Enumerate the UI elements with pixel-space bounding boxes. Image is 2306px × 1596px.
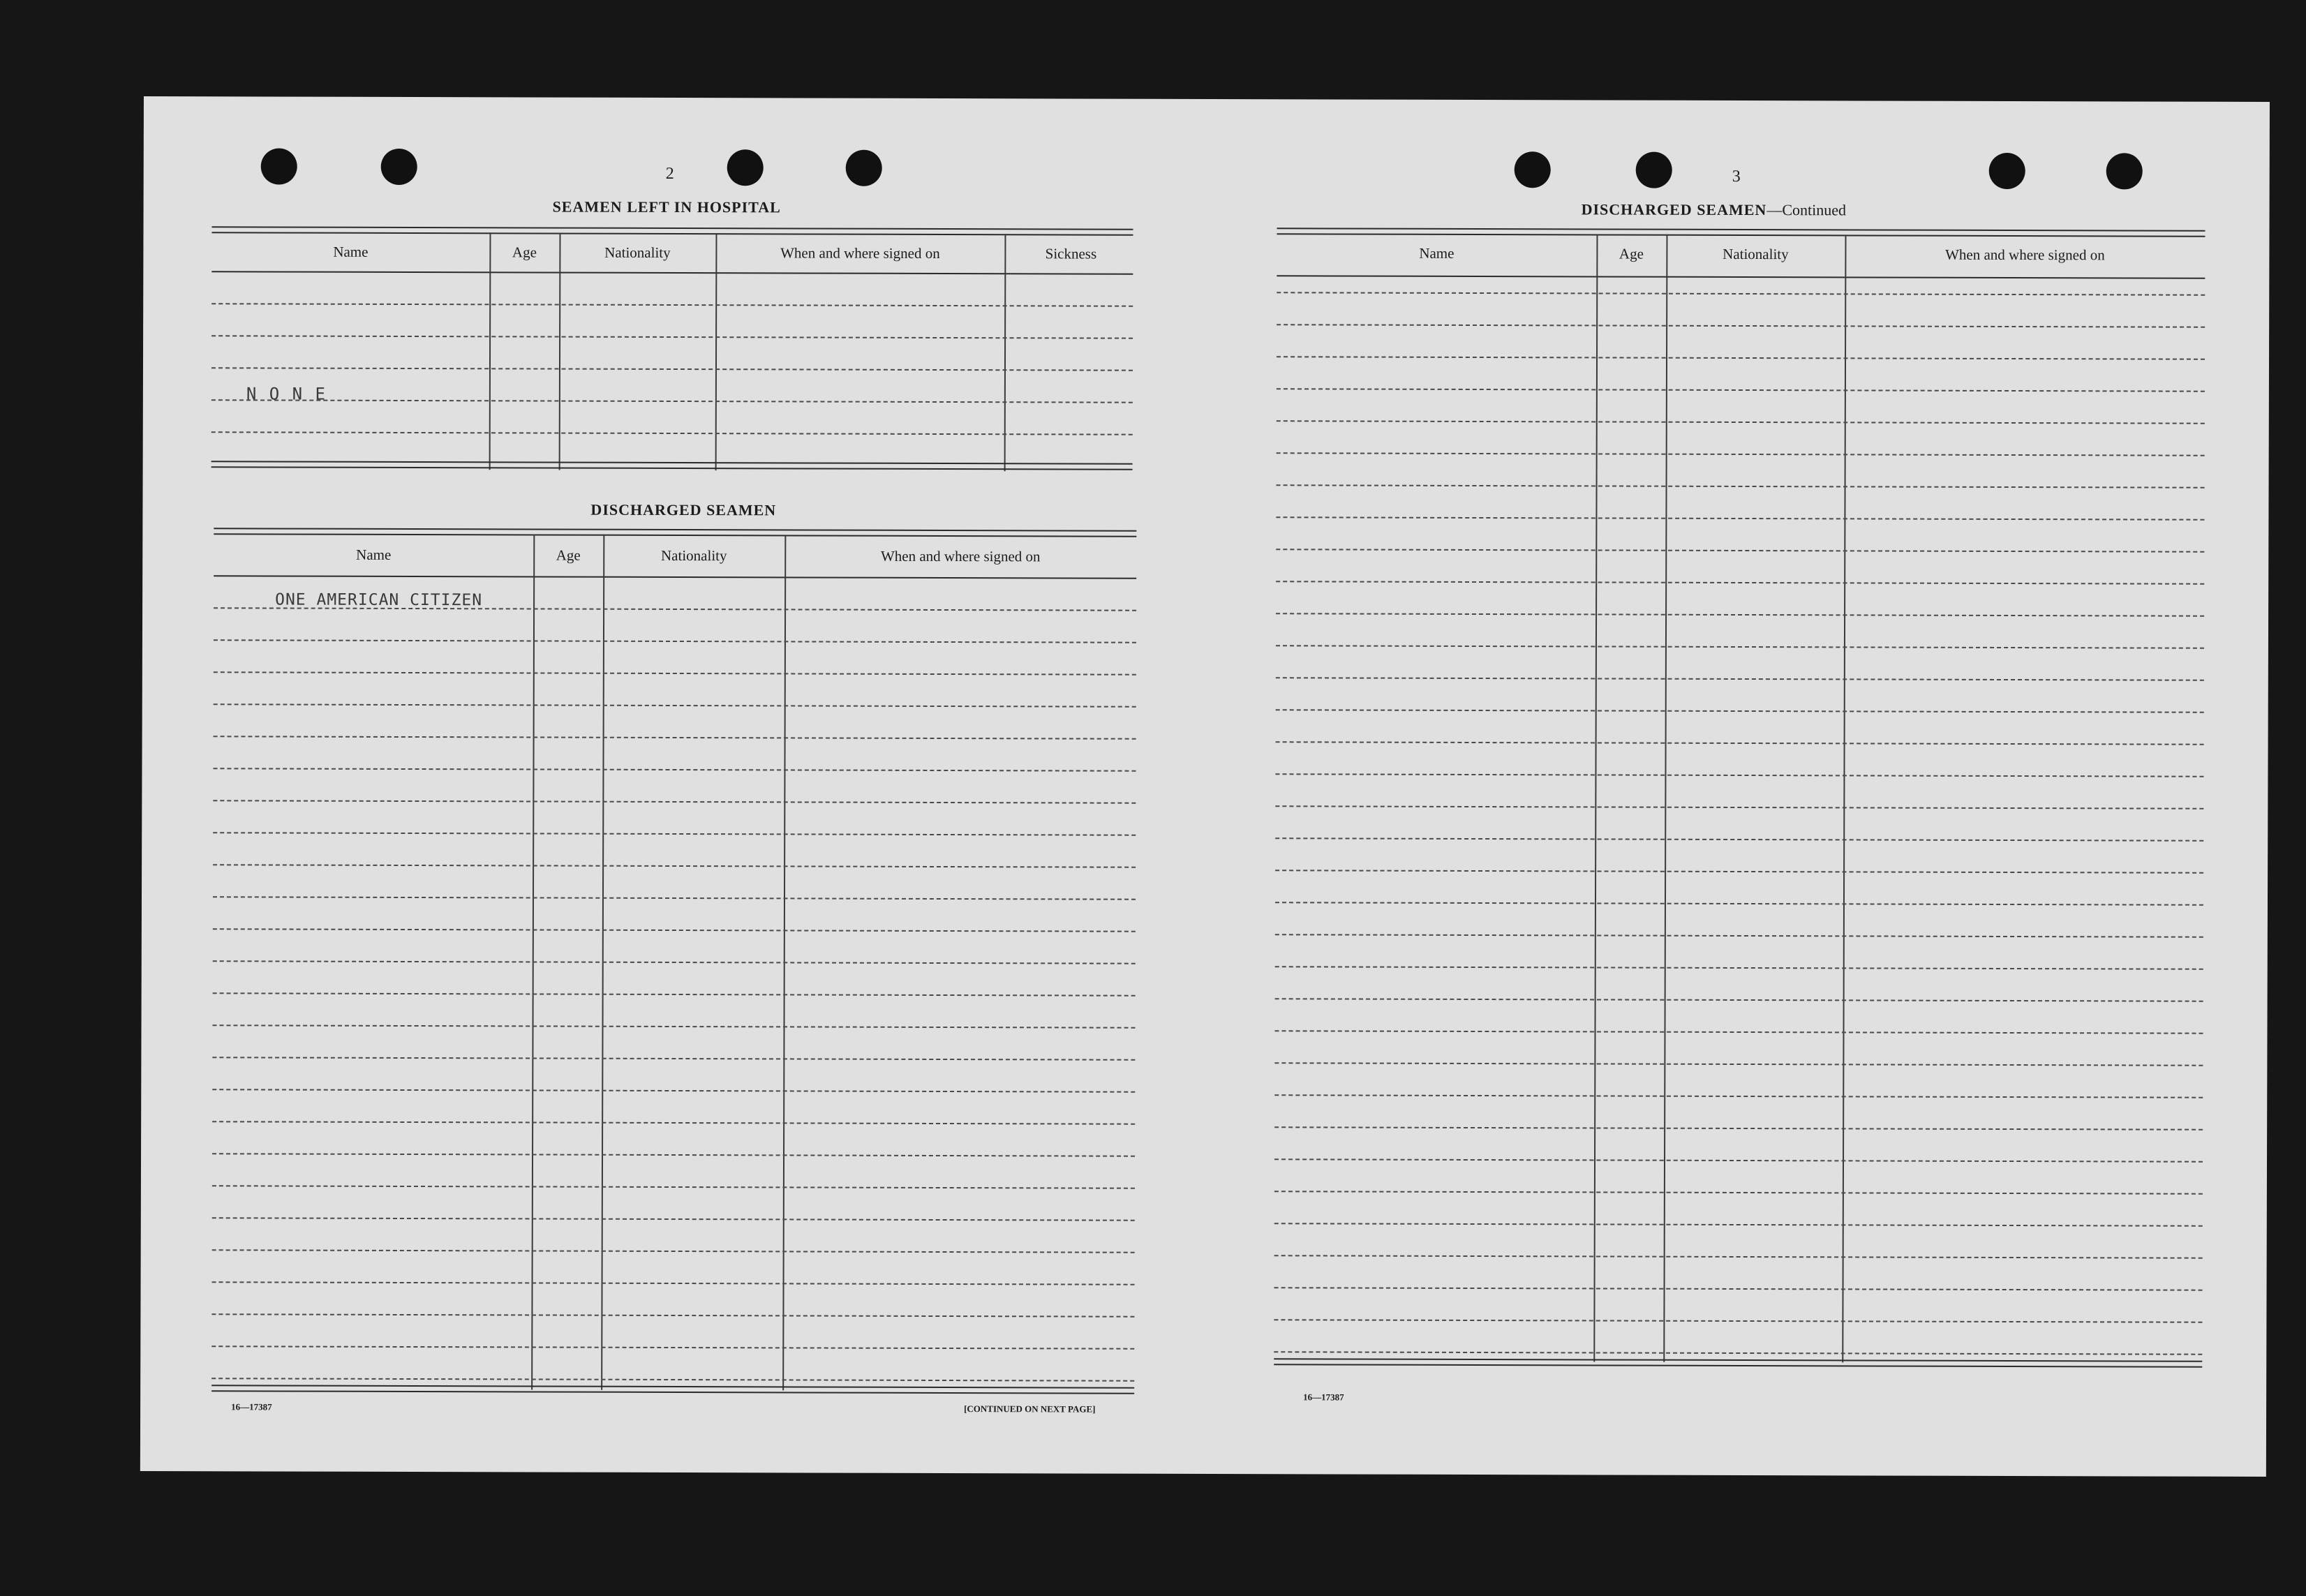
ruled-line [1274, 1126, 2203, 1130]
punch-hole [1515, 151, 1551, 188]
ruled-line [213, 960, 1136, 964]
ruled-line [1276, 645, 2204, 648]
ruled-line [1276, 549, 2204, 552]
ruled-line [1277, 452, 2205, 456]
ruled-line [1274, 1030, 2203, 1034]
ruled-line [1274, 1287, 2203, 1290]
hospital-table [211, 226, 1133, 577]
ruled-line [1274, 1319, 2202, 1322]
form-number: 16—17387 [231, 1401, 272, 1412]
ruled-line [1275, 934, 2203, 937]
ruled-line [1275, 773, 2203, 777]
ruled-line [211, 1345, 1134, 1349]
column-header: Name [356, 546, 392, 563]
column-header: Nationality [604, 244, 671, 261]
ruled-line [212, 1217, 1135, 1221]
ruled-line [212, 1249, 1135, 1253]
column-header: When and where signed on [780, 244, 940, 262]
ruled-line [212, 1057, 1135, 1060]
ruled-line [213, 1024, 1136, 1028]
ruled-line [1277, 292, 2205, 295]
page-number: 3 [1732, 167, 1741, 186]
punch-hole [727, 149, 764, 186]
continued-note: [CONTINUED ON NEXT PAGE] [964, 1403, 1096, 1415]
ruled-line [214, 736, 1136, 739]
ruled-line [1275, 966, 2203, 969]
ruled-line [1275, 837, 2203, 841]
ruled-line [1274, 1158, 2203, 1162]
discharged-continued-title [1582, 200, 1847, 219]
ruled-line [1277, 420, 2205, 424]
ruled-line [1274, 1094, 2203, 1098]
hospital-title: SEAMEN LEFT IN HOSPITAL [552, 197, 781, 216]
punch-hole [1636, 152, 1672, 188]
column-header: Age [512, 244, 537, 261]
hospital-entry: N O N E [246, 384, 327, 404]
column-header: When and where signed on [1945, 246, 2105, 264]
title-main: DISCHARGED SEAMEN [1581, 200, 1767, 219]
discharged-title: DISCHARGED SEAMEN [590, 500, 777, 519]
ruled-line [213, 800, 1136, 803]
column-header: Age [1619, 245, 1644, 262]
column-header: Nationality [660, 546, 727, 565]
ruled-line [1277, 356, 2205, 359]
ruled-line [1277, 388, 2205, 391]
punch-hole [1989, 153, 2025, 189]
ruled-line [1275, 805, 2203, 809]
punch-hole [261, 148, 297, 184]
ruled-line [213, 832, 1136, 835]
ruled-line [1275, 870, 2203, 873]
form-number: 16—17387 [1303, 1392, 1344, 1403]
ruled-line [1274, 1223, 2203, 1226]
ruled-line [211, 1378, 1134, 1381]
ruled-line [1274, 1191, 2203, 1194]
page-number: 2 [665, 164, 674, 183]
ruled-line [1275, 902, 2203, 905]
ruled-line [1276, 677, 2204, 680]
ruled-line [1274, 1255, 2203, 1258]
ruled-line [212, 1121, 1135, 1124]
ruled-line [213, 928, 1136, 932]
ruled-line [1277, 324, 2205, 327]
form-sheet [140, 96, 2270, 1477]
punch-hole [381, 149, 417, 185]
ruled-line [1275, 998, 2203, 1001]
ruled-line [213, 992, 1136, 996]
column-header: Name [1419, 244, 1455, 262]
ruled-line [213, 864, 1136, 867]
ruled-line [214, 703, 1136, 707]
column-header: Sickness [1045, 245, 1097, 262]
ruled-line [212, 1089, 1135, 1092]
ruled-line [1274, 1351, 2202, 1355]
discharged-entry: ONE AMERICAN CITIZEN [275, 590, 483, 610]
column-header: Age [556, 546, 581, 564]
discharged-continued-table [1274, 228, 2205, 1381]
ruled-line [211, 1313, 1134, 1317]
ruled-line [214, 671, 1136, 675]
ruled-line [1276, 741, 2204, 745]
ruled-line [1276, 516, 2204, 520]
ruled-line [1276, 613, 2204, 616]
ruled-line [213, 768, 1136, 771]
column-header: Name [333, 243, 369, 260]
ruled-line [1276, 581, 2204, 584]
column-header: Nationality [1723, 245, 1789, 263]
ruled-line [212, 1281, 1135, 1285]
punch-hole [2106, 153, 2143, 189]
ruled-line [1274, 1062, 2203, 1066]
ruled-line [1277, 484, 2205, 488]
discharged-table [211, 528, 1137, 1500]
ruled-line [212, 1153, 1135, 1156]
ruled-line [212, 1185, 1135, 1188]
ruled-line [213, 896, 1136, 900]
punch-hole [846, 150, 882, 186]
column-header: When and where signed on [880, 547, 1041, 565]
title-suffix: —Continued [1766, 201, 1847, 219]
ruled-line [214, 639, 1136, 643]
ruled-line [1276, 709, 2204, 713]
